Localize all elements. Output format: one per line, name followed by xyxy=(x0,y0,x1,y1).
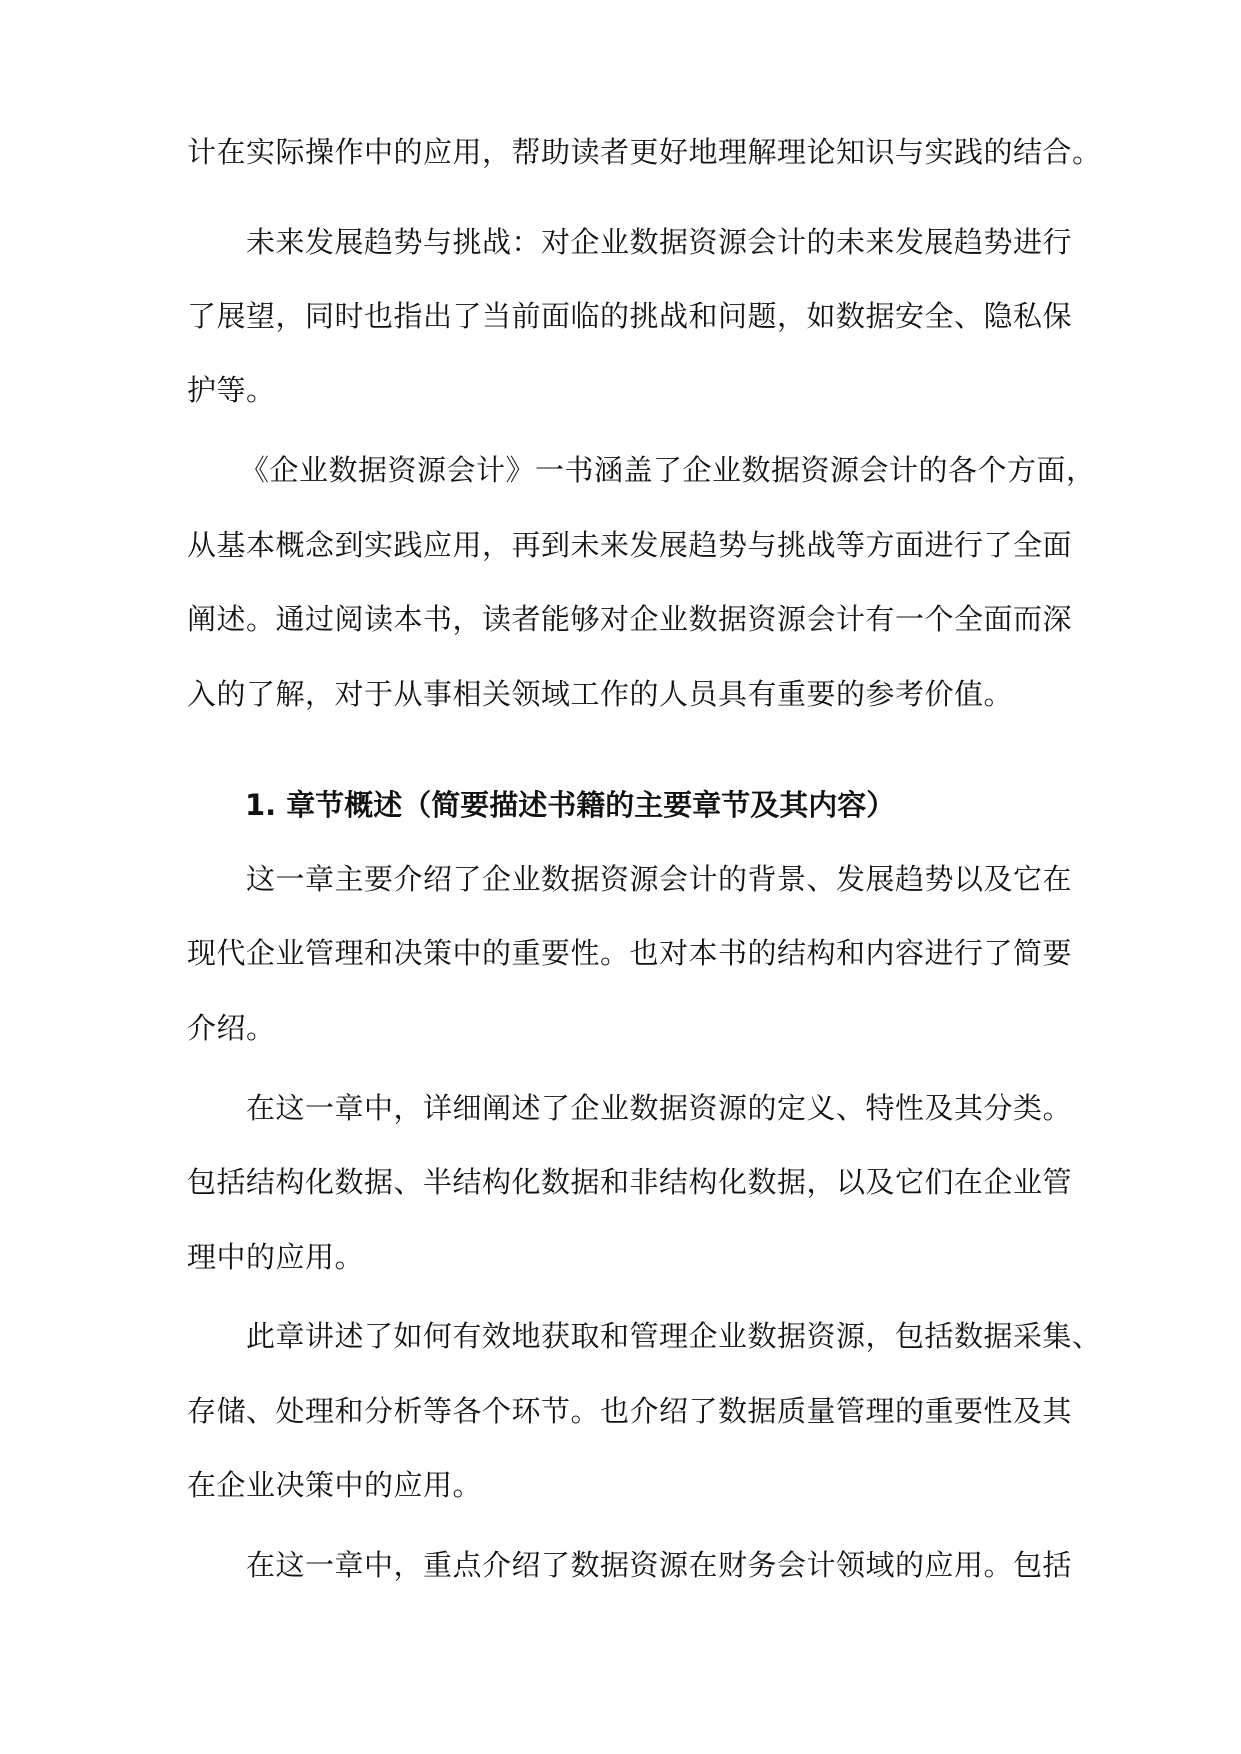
paragraph-line: 《企业数据资源会计》一书涵盖了企业数据资源会计的各个方面， xyxy=(240,453,1096,487)
paragraph-line: 在这一章中，详细阐述了企业数据资源的定义、特性及其分类。 xyxy=(246,1091,1073,1125)
paragraph-line: 此章讲述了如何有效地获取和管理企业数据资源，包括数据采集、 xyxy=(246,1319,1102,1353)
paragraph-line: 未来发展趋势与挑战：对企业数据资源会计的未来发展趋势进行 xyxy=(246,225,1073,259)
paragraph-line: 存储、处理和分析等各个环节。也介绍了数据质量管理的重要性及其 xyxy=(187,1394,1073,1428)
paragraph-line: 入的了解，对于从事相关领域工作的人员具有重要的参考价值。 xyxy=(187,677,1014,711)
paragraph-line: 了展望，同时也指出了当前面临的挑战和问题，如数据安全、隐私保 xyxy=(187,299,1073,333)
paragraph-line: 护等。 xyxy=(187,373,276,407)
paragraph-line: 现代企业管理和决策中的重要性。也对本书的结构和内容进行了简要 xyxy=(187,936,1073,970)
section-heading: 1. 章节概述（简要描述书籍的主要章节及其内容） xyxy=(245,788,896,822)
paragraph-line: 阐述。通过阅读本书，读者能够对企业数据资源会计有一个全面而深 xyxy=(187,602,1073,636)
paragraph-line: 介绍。 xyxy=(187,1011,276,1045)
paragraph-line: 计在实际操作中的应用，帮助读者更好地理解理论知识与实践的结合。 xyxy=(187,135,1102,169)
paragraph-line: 这一章主要介绍了企业数据资源会计的背景、发展趋势以及它在 xyxy=(246,862,1073,896)
paragraph-line: 在企业决策中的应用。 xyxy=(187,1468,483,1502)
paragraph-line: 在这一章中，重点介绍了数据资源在财务会计领域的应用。包括 xyxy=(246,1548,1073,1582)
paragraph-line: 从基本概念到实践应用，再到未来发展趋势与挑战等方面进行了全面 xyxy=(187,528,1073,562)
paragraph-line: 理中的应用。 xyxy=(187,1240,365,1274)
paragraph-line: 包括结构化数据、半结构化数据和非结构化数据，以及它们在企业管 xyxy=(187,1165,1073,1199)
